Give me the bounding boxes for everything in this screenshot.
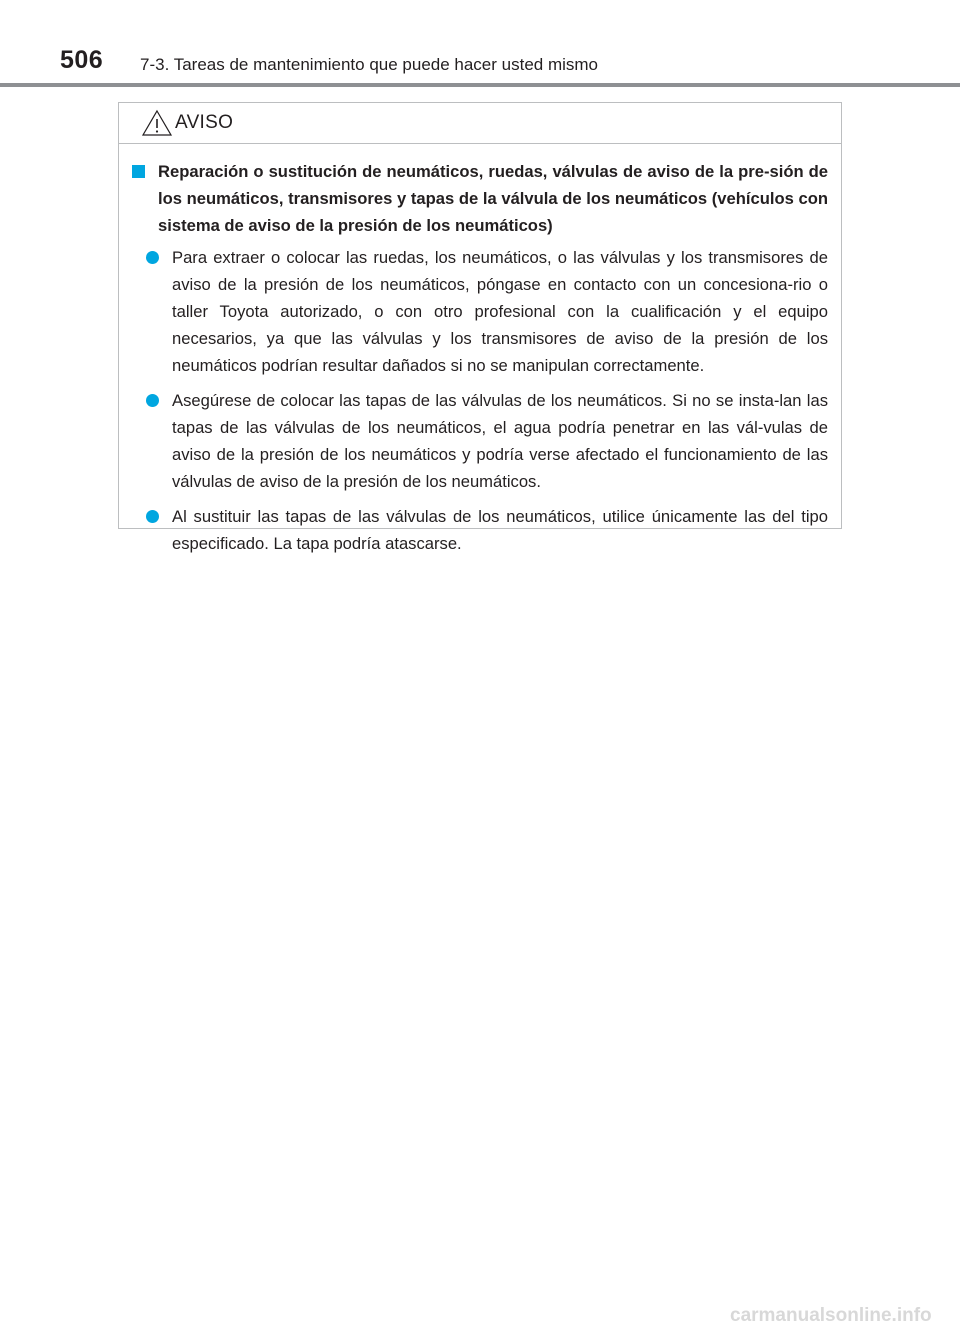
list-item-text: Asegúrese de colocar las tapas de las válvulas de los neumáticos. Si no se insta-lan las tapas de las válvulas de los neumáticos, el agua podría penetrar en las vál-vulas de aviso de la presión de los neumáticos y podría verse afectado el funcionamiento de las válvulas de aviso de la presión de los neumáticos. [172,391,828,491]
section-title: 7-3. Tareas de mantenimiento que puede hacer usted mismo [140,55,599,74]
list-item [146,387,828,495]
list-item-text: Para extraer o colocar las ruedas, los neumáticos, o las válvulas y los transmisores de aviso de la presión de los neumáticos, póngase en contacto con un concesiona-rio o taller Toyota autorizado, o con otro profesional con la cualificación y el equipo necesarios, ya que las válvulas y los transmisores de aviso de la presión de los neumáticos podrían resultar dañados si no se manipulan correctamente. [172,248,828,375]
watermark: carmanualsonline.info [730,1305,932,1326]
list-item [146,503,828,557]
circle-bullet-icon [146,394,159,407]
warning-header [119,103,841,144]
page-number: 506 [60,46,104,74]
circle-bullet-icon [146,510,159,523]
warning-triangle-icon [141,109,173,137]
page-header [0,0,960,90]
header-rule [0,83,960,87]
list-item-text: Al sustituir las tapas de las válvulas de los neumáticos, utilice únicamente las del tipo especificado. La tapa podría atascarse. [172,507,828,553]
warning-box [118,102,842,553]
circle-bullet-icon [146,251,159,264]
warning-heading-text: Reparación o sustitución de neumáticos, ruedas, válvulas de aviso de la pre-sión de los neumáticos, transmisores y tapas de la válvula de los neumáticos (vehículos con sistema de aviso de la presión de los neumáticos) [158,162,828,235]
list-item [146,244,828,379]
warning-label: AVISO [175,112,234,133]
warning-body [119,144,841,557]
warning-heading [132,158,828,239]
square-bullet-icon [132,165,145,178]
